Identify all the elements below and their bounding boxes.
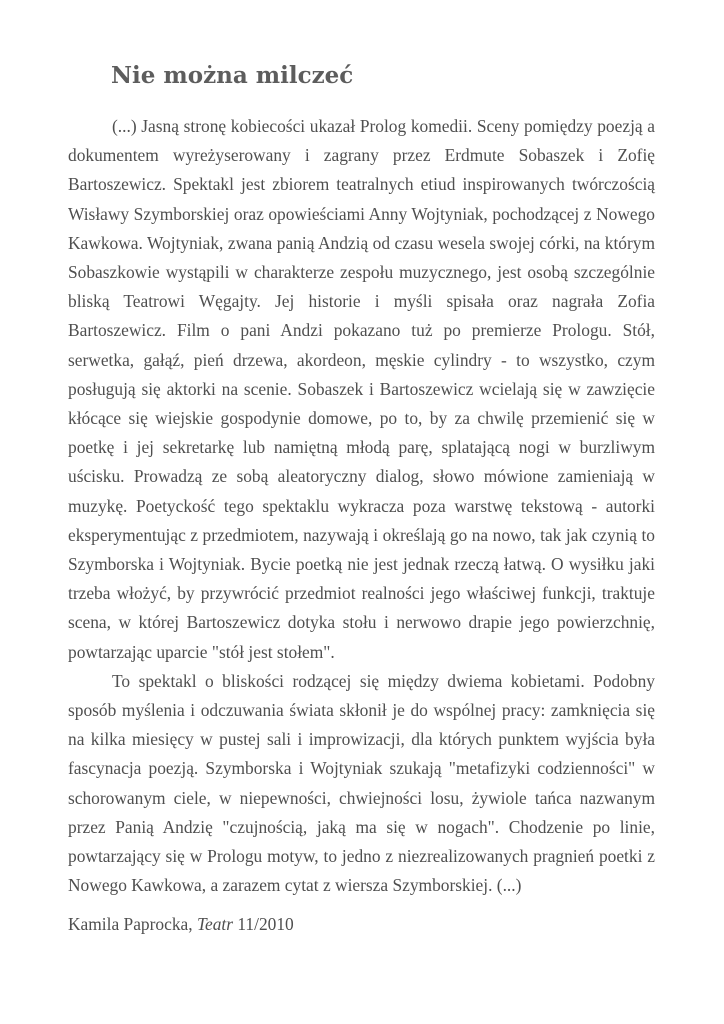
article-signature (68, 910, 294, 939)
signature-publication: Teatr (196, 914, 234, 934)
signature-author: Kamila Paprocka, (68, 914, 197, 934)
article-paragraph-2: To spektakl o bliskości rodzącej się między dwiema kobietami. Podobny sposób myślenia i odczuwania świata skłonił je do wspólnej pracy: zamknięcia się na kilka miesięcy w pustej sali i improwizacji, dla których punktem wyjścia była fascynacja poezją. Szymborska i Wojtyniak szukają "metafizyki codzienności" w schorowanym ciele, w niepewności, chwiejności losu, żywiole tańca nazwanym przez Panią Andzię "czujnością, jaką ma się w nogach". Chodzenie po linie, powtarzający się w Prologu motyw, to jedno z niezrealizowanych pragnień poetki z Nowego Kawkowa, a zarazem cytat z wiersza Szymborskiej. (...) (68, 670, 655, 896)
article-body (68, 112, 655, 900)
signature-issue: 11/2010 (233, 914, 294, 934)
article-title: Nie można milczeć (111, 62, 354, 89)
article-paragraph-1: (...) Jasną stronę kobiecości ukazał Prolog komedii. Sceny pomiędzy poezją a dokumentem wyreżyserowany i zagrany przez Erdmute Sobaszek i Zofię Bartoszewicz. Spektakl jest zbiorem teatralnych etiud inspirowanych twórczością Wisławy Szymborskiej oraz opowieściami Anny Wojtyniak, pochodzącej z Nowego Kawkowa. Wojtyniak, zwana panią Andzią od czasu wesela swojej córki, na którym Sobaszkowie wystąpili w charakterze zespołu muzycznego, jest osobą szczególnie bliską Teatrowi Węgajty. Jej historie i myśli spisała oraz nagrała Zofia Bartoszewicz. Film o pani Andzi pokazano tuż po premierze Prologu. Stół, serwetka, gałąź, pień drzewa, akordeon, męskie cylindry - to wszystko, czym posługują się aktorki na scenie. Sobaszek i Bartoszewicz wcielają się w zawzięcie kłócące się wiejskie gospodynie domowe, po to, by za chwilę przemienić się w poetkę i jej sekretarkę lub namiętną młodą parę, splatającą nogi w burzliwym uścisku. Prowadzą ze sobą aleatoryczny dialog, słowo mówione zamieniają w muzykę. Poetyckość tego spektaklu wykracza poza warstwę tekstową - autorki eksperymentując z przedmiotem, nazywają i określają go na nowo, tak jak czynią to Szymborska i Wojtyniak. Bycie poetką nie jest jednak rzeczą łatwą. O wysiłku jaki trzeba włożyć, by przywrócić przedmiot realności jego właściwej funkcji, traktuje scena, w której Bartoszewicz dotyka stołu i nerwowo drapie jego powierzchnię, powtarzając uparcie "stół jest stołem". (68, 116, 655, 662)
